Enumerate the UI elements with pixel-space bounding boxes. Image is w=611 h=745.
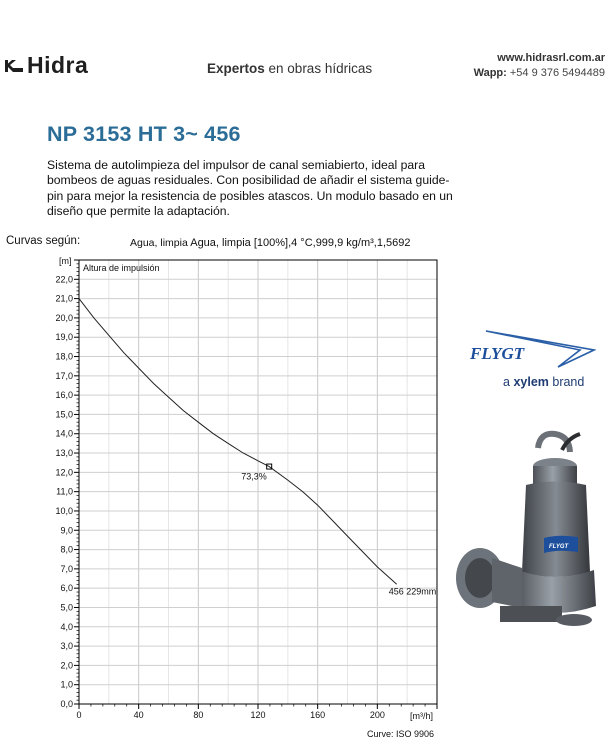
hidra-logo <box>4 52 88 79</box>
x-tick-label: 0 <box>76 710 82 720</box>
xylem-suffix: brand <box>548 375 585 389</box>
product-title: NP 3153 HT 3~ 456 <box>47 122 241 146</box>
wapp-number[interactable]: +54 9 376 5494489 <box>506 67 605 79</box>
y-tick-label: 22,0 <box>55 274 73 285</box>
x-tick-label: 200 <box>369 710 385 720</box>
product-description: Sistema de autolimpieza del impulsor de canal semiabierto, ideal para bombeos de aguas residuales. Con posibilidad de añadir el sistema guide-pin para mejor la resistencia de posibles atascos. Un modulo basado en un diseño que permite la adaptación. <box>47 158 453 218</box>
x-tick-label: 160 <box>310 710 326 720</box>
y-tick-label: 5,0 <box>60 602 73 613</box>
y-tick-label: 15,0 <box>55 409 73 420</box>
x-axis-label: [m³/h] <box>410 711 434 721</box>
y-tick-label: 21,0 <box>55 293 73 304</box>
wapp-label: Wapp: <box>473 67 507 79</box>
y-axis-label: [m] <box>59 256 72 266</box>
efficiency-annotation: 73,3% <box>241 471 267 482</box>
curves-label: Curvas según: <box>6 235 81 247</box>
tagline-rest: en obras hídricas <box>264 61 373 76</box>
tagline-bold: Expertos <box>207 61 265 76</box>
y-tick-label: 9,0 <box>60 525 73 536</box>
flygt-name: FLYGT <box>470 344 525 363</box>
x-tick-label: 40 <box>133 710 144 720</box>
logo-text: Hidra <box>27 52 89 78</box>
y-tick-label: 14,0 <box>55 428 73 439</box>
y-tick-label: 16,0 <box>55 390 73 401</box>
y-tick-label: 20,0 <box>55 312 73 323</box>
y-tick-label: 12,0 <box>55 467 73 478</box>
xylem-tagline <box>503 375 584 389</box>
chart-grid <box>79 260 437 704</box>
flygt-brand <box>468 329 596 391</box>
x-tick-label: 120 <box>250 710 266 720</box>
wapp-contact <box>474 67 605 79</box>
y-tick-label: 2,0 <box>60 660 73 671</box>
y-tick-label: 10,0 <box>55 505 73 516</box>
xylem-bold: xylem <box>513 375 549 389</box>
y-tick-label: 6,0 <box>60 583 73 594</box>
xylem-prefix: a <box>503 375 514 389</box>
pump-curve-chart <box>0 250 450 742</box>
tagline <box>207 61 372 76</box>
impeller-annotation: 456 229mm <box>388 586 437 597</box>
chart-footer: Curve: ISO 9906 <box>366 729 434 739</box>
y-tick-label: 19,0 <box>55 332 73 343</box>
hidra-logo-icon <box>4 58 24 74</box>
fluid-detail: Agua, limpia [100%],4 °C,999,9 kg/m³,1,5692 <box>187 237 411 249</box>
y-tick-label: 11,0 <box>56 486 73 497</box>
fluid-small: Agua, limpia <box>130 237 188 249</box>
fluid-conditions <box>130 237 410 249</box>
y-tick-label: 18,0 <box>55 351 73 362</box>
y-tick-label: 13,0 <box>55 448 73 459</box>
y-tick-label: 4,0 <box>60 621 73 632</box>
y-tick-label: 8,0 <box>60 544 73 555</box>
y-tick-label: 1,0 <box>60 679 73 690</box>
x-tick-label: 80 <box>193 710 204 720</box>
chart-ticks <box>55 260 437 720</box>
head-curve-line <box>79 299 397 585</box>
y-tick-label: 0,0 <box>60 699 73 709</box>
pump-image <box>452 430 607 640</box>
y-tick-label: 7,0 <box>60 563 73 574</box>
y-tick-label: 17,0 <box>55 370 73 381</box>
y-tick-label: 3,0 <box>60 641 73 652</box>
chart-inner-label: Altura de impulsión <box>83 263 160 273</box>
svg-text:FLYGT: FLYGT <box>549 544 569 550</box>
website-link[interactable]: www.hidrasrl.com.ar <box>497 52 605 64</box>
